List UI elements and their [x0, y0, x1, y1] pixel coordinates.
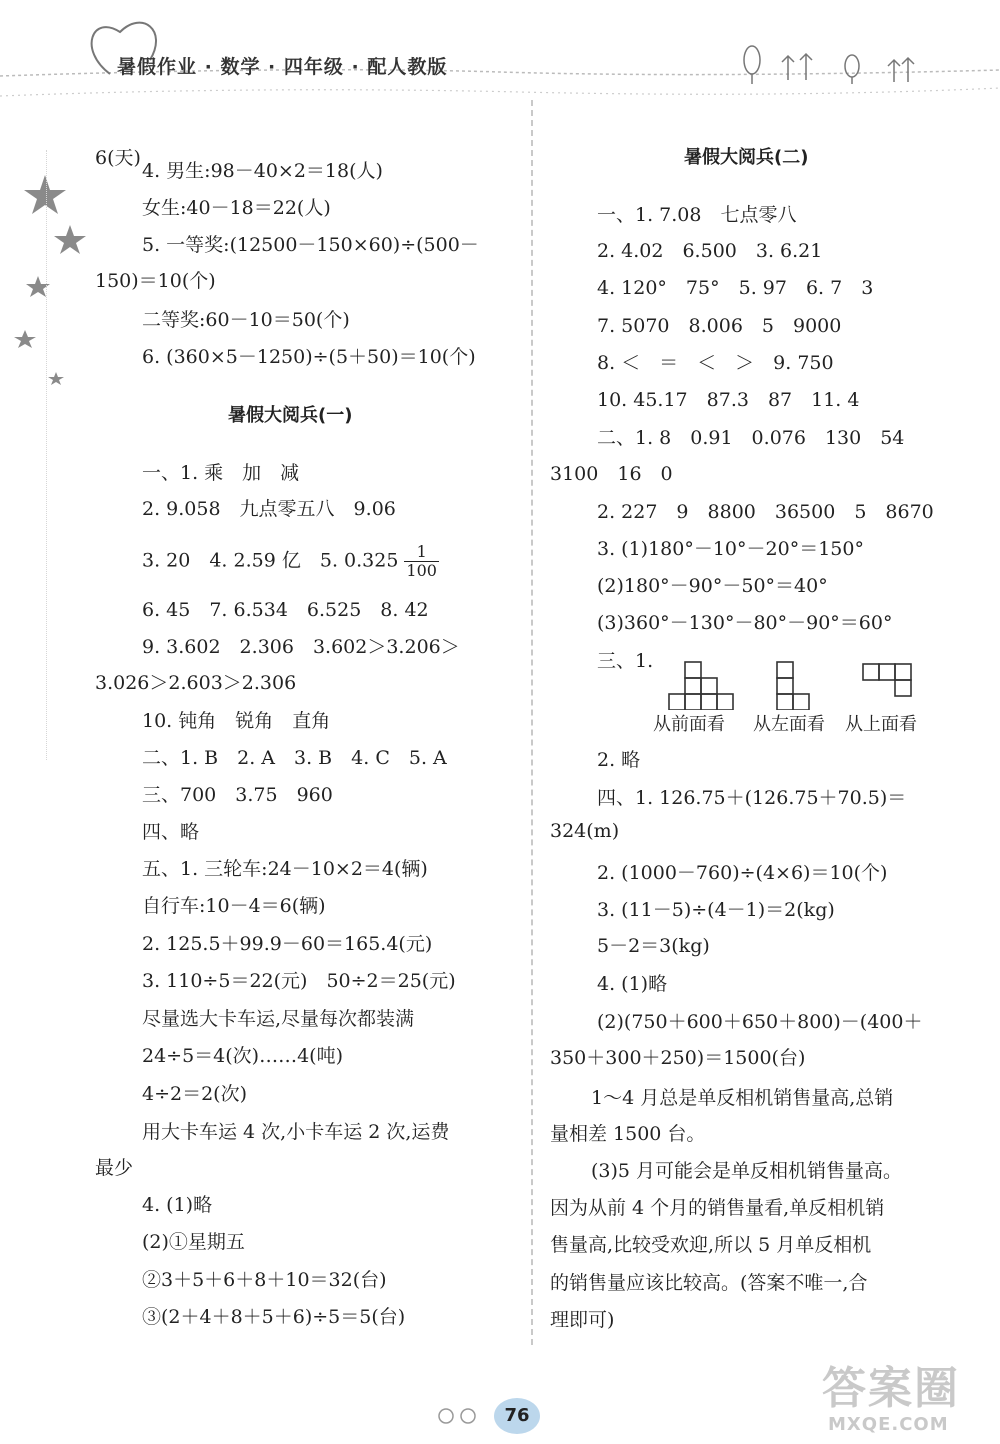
- text-line: (2)①星期五: [142, 1231, 245, 1253]
- left-view-grid: [777, 662, 809, 710]
- header-title: 暑假作业 · 数学 · 四年级 · 配人教版: [117, 56, 448, 78]
- text-line: [142, 543, 439, 580]
- text-line: 2. 9.058 九点零五八 9.06: [142, 498, 396, 520]
- text-line: 自行车:10－4＝6(辆): [142, 895, 326, 917]
- fraction-denominator: 100: [406, 561, 437, 580]
- view-label-front: 从前面看: [653, 714, 725, 735]
- views-diagram: [665, 648, 955, 710]
- text-line: 6. (360×5－1250)÷(5＋50)＝10(个): [142, 346, 476, 368]
- text-line: 9. 3.602 2.306 3.602＞3.206＞: [142, 636, 460, 658]
- text-line: (3)5 月可能会是单反相机销售量高。: [591, 1160, 903, 1182]
- text-line: 4. 男生:98－40×2＝18(人): [142, 160, 383, 182]
- text-line: 理即可): [550, 1309, 615, 1331]
- fraction-numerator: 1: [404, 543, 439, 562]
- text-line: 2. 227 9 8800 36500 5 8670: [597, 501, 934, 523]
- text-line: 售量高,比较受欢迎,所以 5 月单反相机: [550, 1234, 872, 1256]
- star-icon: [54, 225, 86, 254]
- fraction: [404, 543, 439, 580]
- top-view-grid: [863, 664, 911, 696]
- text-line: ②3＋5＋6＋8＋10＝32(台): [142, 1269, 387, 1291]
- text-line: 3100 16 0: [550, 463, 673, 485]
- text-line: 二、1. 8 0.91 0.076 130 54: [597, 427, 905, 449]
- text-line: 二、1. B 2. A 3. B 4. C 5. A: [142, 747, 447, 769]
- text-line: 4. (1)略: [142, 1194, 213, 1216]
- section-title: 暑假大阅兵(二): [684, 147, 809, 168]
- text-line: 四、1. 126.75＋(126.75＋70.5)＝: [597, 787, 907, 809]
- watermark-sub: MXQE.COM: [828, 1414, 949, 1435]
- text-line: 一、1. 乘 加 减: [142, 462, 300, 484]
- text-line: 五、1. 三轮车:24－10×2＝4(辆): [142, 858, 428, 880]
- text-line: (3)360°－130°－80°－90°＝60°: [597, 612, 893, 634]
- text-line: 324(m): [550, 820, 620, 842]
- text-line: 2. 125.5＋99.9－60＝165.4(元): [142, 933, 433, 955]
- trees-icon: [744, 46, 914, 84]
- text-line: 4. (1)略: [597, 973, 668, 995]
- page-header: [0, 0, 1000, 110]
- text-line: 三、1.: [597, 650, 654, 672]
- text-line: 尽量选大卡车运,尽量每次都装满: [142, 1008, 415, 1030]
- view-label-top: 从上面看: [845, 714, 917, 735]
- text-line: 6(天): [95, 147, 141, 169]
- three-views-figure: [653, 648, 955, 738]
- text-line: 1～4 月总是单反相机销售量高,总销: [591, 1087, 894, 1109]
- text-line: 2. 4.02 6.500 3. 6.21: [597, 240, 823, 262]
- text-line: (2)180°－90°－50°＝40°: [597, 575, 828, 597]
- star-icon: [48, 372, 64, 385]
- text-line: 的销售量应该比较高。(答案不唯一,合: [550, 1272, 868, 1294]
- section-title: 暑假大阅兵(一): [228, 405, 353, 426]
- star-icon: [14, 330, 36, 348]
- text-line: 最少: [95, 1157, 134, 1179]
- text-line: 6. 45 7. 6.534 6.525 8. 42: [142, 599, 429, 621]
- text-span: 3. 20 4. 2.59 亿 5. 0.325: [142, 549, 399, 572]
- text-line: 24÷5＝4(次)……4(吨): [142, 1045, 344, 1067]
- text-line: 10. 45.17 87.3 87 11. 4: [597, 389, 860, 411]
- text-line: 5－2＝3(kg): [597, 935, 710, 957]
- page-number: 76: [494, 1398, 540, 1434]
- view-label-left: 从左面看: [753, 714, 825, 735]
- text-line: 4÷2＝2(次): [142, 1083, 248, 1105]
- left-margin-rule: [46, 150, 47, 760]
- text-line: 2. (1000－760)÷(4×6)＝10(个): [597, 862, 888, 884]
- dots-decoration: [436, 1406, 496, 1426]
- text-line: 量相差 1500 台。: [550, 1123, 706, 1145]
- text-line: 一、1. 7.08 七点零八: [597, 204, 797, 226]
- front-view-grid: [669, 662, 733, 710]
- watermark-main: 答案圈: [822, 1363, 960, 1414]
- star-icon: [24, 175, 66, 214]
- text-line: 因为从前 4 个月的销售量看,单反相机销: [550, 1197, 885, 1219]
- text-line: 10. 钝角 锐角 直角: [142, 710, 331, 732]
- text-line: 3.026＞2.603＞2.306: [95, 672, 297, 694]
- text-line: 二等奖:60－10＝50(个): [142, 309, 350, 331]
- text-line: 用大卡车运 4 次,小卡车运 2 次,运费: [142, 1121, 450, 1143]
- text-line: 3. 110÷5＝22(元) 50÷2＝25(元): [142, 970, 456, 992]
- text-line: 350＋300＋250)＝1500(台): [550, 1047, 806, 1069]
- watermark: [822, 1352, 960, 1435]
- stars-decoration: [10, 170, 90, 400]
- text-line: 8. ＜ ＝ ＜ ＞ 9. 750: [597, 352, 834, 374]
- text-line: 三、700 3.75 960: [142, 784, 333, 806]
- text-line: 7. 5070 8.006 5 9000: [597, 315, 842, 337]
- text-line: 5. 一等奖:(12500－150×60)÷(500－: [142, 234, 479, 256]
- text-line: ③(2＋4＋8＋5＋6)÷5＝5(台): [142, 1306, 406, 1328]
- column-divider: [531, 100, 533, 1345]
- text-line: 2. 略: [597, 749, 641, 771]
- text-line: 女生:40－18＝22(人): [142, 197, 331, 219]
- text-line: 3. (11－5)÷(4－1)＝2(kg): [597, 899, 835, 921]
- text-line: 150)＝10(个): [95, 270, 216, 292]
- text-line: 3. (1)180°－10°－20°＝150°: [597, 538, 864, 560]
- text-line: 4. 120° 75° 5. 97 6. 7 3: [597, 277, 874, 299]
- text-line: (2)(750＋600＋650＋800)－(400＋: [597, 1011, 923, 1033]
- text-line: 四、略: [142, 821, 200, 843]
